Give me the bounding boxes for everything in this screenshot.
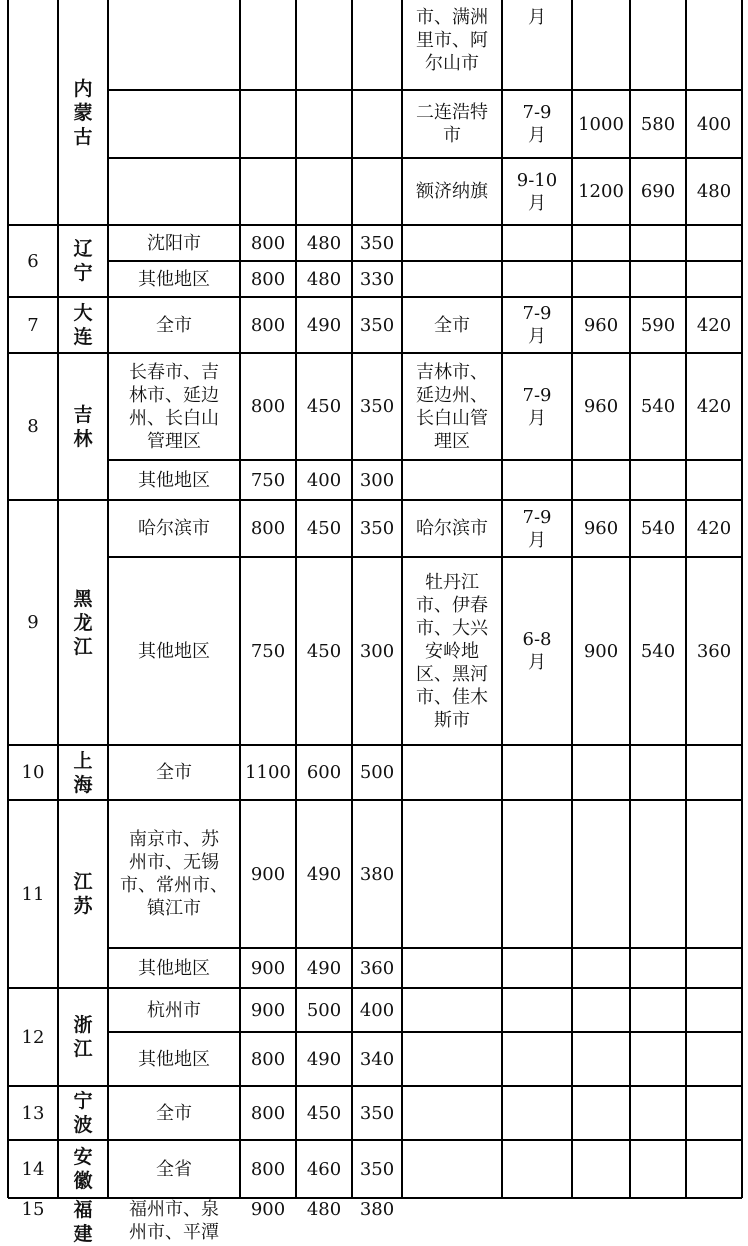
grid-line — [7, 0, 9, 1198]
value-cell: 900 — [250, 863, 286, 885]
grid-line — [741, 0, 743, 1198]
area-cell: 其他地区 — [138, 1048, 210, 1070]
grid-line — [629, 0, 630, 1198]
peak-area-cell — [402, 1086, 502, 1140]
grid-line — [8, 1139, 742, 1141]
peak-period-cell: 7-9 月 — [522, 102, 552, 146]
area-cell: 全市 — [156, 762, 192, 783]
grid-line — [108, 947, 742, 948]
value-cell: 360 — [359, 957, 395, 979]
peak-value-cell: 420 — [696, 396, 732, 417]
value-cell: 750 — [250, 469, 286, 491]
grid-line — [107, 0, 108, 1198]
peak-value-cell — [630, 225, 686, 261]
grid-line — [8, 296, 742, 298]
peak-value-cell — [686, 800, 742, 948]
peak-period-cell: 7-9 月 — [522, 506, 552, 551]
peak-value-cell — [572, 800, 630, 948]
value-cell: 350 — [359, 1158, 395, 1180]
value-cell: 460 — [306, 1158, 342, 1180]
grid-line — [8, 744, 742, 746]
area-cell: 福州市、泉 州市、平潭 — [129, 1199, 219, 1243]
peak-area-cell: 额济纳旗 — [416, 181, 488, 202]
province-name: 大 连 — [73, 302, 93, 348]
peak-value-cell — [572, 1086, 630, 1140]
value-cell: 450 — [306, 518, 342, 539]
grid-line — [571, 0, 572, 1198]
peak-period-cell: 9-10 月 — [516, 169, 558, 214]
province-name: 上 海 — [73, 749, 93, 796]
peak-value-cell: 360 — [696, 640, 732, 662]
row-number: 8 — [27, 416, 39, 437]
grid-line — [108, 157, 742, 158]
value-cell — [296, 0, 352, 225]
peak-value-cell: 590 — [640, 314, 676, 336]
grid-line — [239, 0, 240, 1198]
peak-value-cell — [630, 988, 686, 1032]
peak-area-cell: 全市 — [434, 314, 470, 336]
peak-period-cell: 6-8 月 — [522, 629, 552, 673]
province-name: 黑 龙 江 — [73, 587, 93, 658]
value-cell: 800 — [250, 268, 286, 290]
peak-value-cell: 540 — [640, 396, 676, 417]
peak-value-cell: 420 — [696, 314, 732, 336]
peak-area-cell: 吉林市、 延边州、 长白山管 理区 — [416, 361, 488, 452]
value-cell — [240, 0, 296, 225]
peak-period-cell — [502, 988, 572, 1032]
value-cell: 1100 — [245, 762, 291, 783]
peak-value-cell — [630, 1140, 686, 1198]
peak-area-cell — [402, 948, 502, 988]
peak-value-cell — [572, 745, 630, 800]
grid-line — [8, 987, 742, 989]
peak-value-cell — [686, 460, 742, 500]
area-cell: 其他地区 — [138, 268, 210, 290]
peak-value-cell — [630, 948, 686, 988]
grid-line — [8, 352, 742, 354]
value-cell: 350 — [359, 396, 395, 417]
peak-value-cell — [686, 261, 742, 297]
peak-value-cell — [686, 0, 742, 90]
row-number: 10 — [21, 762, 45, 783]
peak-value-cell: 1000 — [578, 113, 624, 135]
value-cell — [352, 0, 402, 225]
row-number: 14 — [21, 1158, 45, 1180]
value-cell: 800 — [250, 314, 286, 336]
peak-value-cell — [572, 988, 630, 1032]
value-cell: 480 — [306, 268, 342, 290]
area-cell: 沈阳市 — [147, 232, 201, 254]
value-cell: 350 — [359, 1102, 395, 1124]
peak-period-cell — [502, 1086, 572, 1140]
peak-value-cell — [572, 1032, 630, 1086]
peak-period-cell — [502, 460, 572, 500]
value-cell: 400 — [359, 999, 395, 1021]
area-cell: 全省 — [156, 1158, 192, 1180]
peak-area-cell: 哈尔滨市 — [416, 518, 488, 539]
grid-line — [108, 459, 742, 460]
grid-line — [8, 224, 742, 226]
peak-area-cell — [402, 225, 502, 261]
peak-value-cell — [686, 1086, 742, 1140]
area-cell: 哈尔滨市 — [138, 518, 210, 539]
area-cell: 南京市、苏 州市、无锡 市、常州市、 镇江市 — [120, 829, 228, 919]
peak-period-cell — [502, 1032, 572, 1086]
peak-value-cell: 480 — [696, 181, 732, 202]
peak-value-cell — [686, 1140, 742, 1198]
value-cell: 400 — [306, 469, 342, 491]
peak-area-cell — [402, 800, 502, 948]
row-number: 6 — [27, 250, 39, 272]
province-name: 辽 宁 — [73, 238, 93, 284]
province-name: 浙 江 — [73, 1014, 93, 1060]
value-cell: 490 — [306, 314, 342, 336]
peak-value-cell — [630, 460, 686, 500]
peak-area-cell — [402, 1140, 502, 1198]
peak-value-cell: 580 — [640, 113, 676, 135]
peak-value-cell — [630, 1032, 686, 1086]
peak-value-cell — [686, 225, 742, 261]
value-cell: 350 — [359, 314, 395, 336]
peak-value-cell: 1200 — [578, 181, 624, 202]
value-cell: 350 — [359, 232, 395, 254]
grid-line — [108, 89, 742, 90]
peak-value-cell — [630, 800, 686, 948]
peak-value-cell — [572, 0, 630, 90]
value-cell: 480 — [306, 1199, 342, 1220]
grid-line — [57, 0, 59, 1198]
peak-value-cell: 540 — [640, 640, 676, 662]
peak-period-cell — [502, 745, 572, 800]
grid-line — [401, 0, 402, 1198]
row-number: 9 — [27, 612, 39, 633]
grid-line — [8, 1085, 742, 1087]
peak-area-cell — [402, 261, 502, 297]
peak-value-cell: 540 — [640, 518, 676, 539]
province-name: 内 蒙 古 — [73, 77, 93, 148]
peak-value-cell: 690 — [640, 181, 676, 202]
peak-value-cell — [686, 948, 742, 988]
peak-area-cell — [402, 1032, 502, 1086]
peak-period-cell — [502, 1140, 572, 1198]
peak-area-cell — [402, 745, 502, 800]
value-cell: 600 — [306, 762, 342, 783]
peak-value-cell — [572, 225, 630, 261]
area-cell: 全市 — [156, 1102, 192, 1124]
peak-value-cell — [630, 261, 686, 297]
grid-line — [8, 1197, 742, 1199]
peak-value-cell: 960 — [583, 314, 619, 336]
peak-value-cell: 900 — [583, 640, 619, 662]
value-cell: 350 — [359, 518, 395, 539]
value-cell: 800 — [250, 396, 286, 417]
grid-line — [108, 556, 742, 557]
value-cell: 800 — [250, 518, 286, 539]
value-cell: 800 — [250, 232, 286, 254]
peak-value-cell — [630, 1086, 686, 1140]
value-cell: 500 — [359, 762, 395, 783]
peak-area-cell — [402, 988, 502, 1032]
peak-period-cell — [502, 800, 572, 948]
province-name: 福 建 — [73, 1199, 93, 1245]
value-cell: 380 — [359, 863, 395, 885]
peak-area-cell: 市、满洲 里市、阿 尔山市 — [416, 7, 488, 74]
value-cell: 330 — [359, 268, 395, 290]
peak-value-cell: 400 — [696, 113, 732, 135]
peak-period-cell — [502, 948, 572, 988]
value-cell: 450 — [306, 396, 342, 417]
value-cell: 750 — [250, 640, 286, 662]
peak-value-cell — [572, 460, 630, 500]
peak-value-cell: 420 — [696, 518, 732, 539]
row-number: 13 — [21, 1102, 45, 1124]
peak-value-cell — [630, 745, 686, 800]
row-number — [8, 0, 58, 225]
grid-line — [685, 0, 686, 1198]
value-cell: 900 — [250, 1199, 286, 1220]
peak-value-cell — [686, 745, 742, 800]
peak-period-cell — [502, 225, 572, 261]
grid-line — [108, 260, 742, 261]
peak-value-cell: 960 — [583, 396, 619, 417]
value-cell: 900 — [250, 957, 286, 979]
value-cell: 450 — [306, 1102, 342, 1124]
province-name: 吉 林 — [73, 403, 93, 450]
peak-period-cell: 月 — [528, 7, 546, 28]
value-cell: 800 — [250, 1102, 286, 1124]
area-cell: 其他地区 — [138, 957, 210, 979]
peak-value-cell — [572, 948, 630, 988]
grid-line — [8, 499, 742, 501]
area-cell: 全市 — [156, 314, 192, 336]
area-cell: 其他地区 — [138, 469, 210, 491]
peak-period-cell: 7-9 月 — [522, 303, 552, 347]
value-cell: 490 — [306, 957, 342, 979]
grid-line — [8, 799, 742, 801]
value-cell: 800 — [250, 1158, 286, 1180]
peak-area-cell — [402, 460, 502, 500]
grid-line — [108, 1031, 742, 1032]
area-cell — [108, 0, 240, 225]
province-name: 宁 波 — [73, 1090, 93, 1136]
value-cell: 900 — [250, 999, 286, 1021]
area-cell: 杭州市 — [147, 999, 201, 1021]
value-cell: 450 — [306, 640, 342, 662]
peak-value-cell — [572, 1140, 630, 1198]
value-cell: 500 — [306, 999, 342, 1021]
peak-value-cell — [630, 0, 686, 90]
value-cell: 300 — [359, 640, 395, 662]
value-cell: 340 — [359, 1048, 395, 1070]
peak-period-cell: 7-9 月 — [522, 384, 552, 429]
row-number: 12 — [21, 1026, 45, 1048]
value-cell: 300 — [359, 469, 395, 491]
province-name: 江 苏 — [73, 871, 93, 917]
province-name: 安 徽 — [73, 1146, 93, 1192]
peak-value-cell — [686, 988, 742, 1032]
area-cell: 其他地区 — [138, 640, 210, 662]
peak-value-cell — [686, 1032, 742, 1086]
peak-area-cell: 二连浩特 市 — [416, 102, 488, 146]
value-cell: 490 — [306, 1048, 342, 1070]
grid-line — [295, 0, 296, 1198]
value-cell: 380 — [359, 1199, 395, 1220]
grid-line — [351, 0, 352, 1198]
row-number: 15 — [21, 1199, 45, 1220]
value-cell: 490 — [306, 863, 342, 885]
peak-area-cell: 牡丹江 市、伊春 市、大兴 安岭地 区、黑河 市、佳木 斯市 — [416, 571, 488, 731]
value-cell: 800 — [250, 1048, 286, 1070]
peak-period-cell — [502, 261, 572, 297]
grid-line — [501, 0, 502, 1198]
area-cell: 长春市、吉 林市、延边 州、长白山 管理区 — [129, 361, 219, 452]
peak-value-cell — [572, 261, 630, 297]
peak-value-cell: 960 — [583, 518, 619, 539]
row-number: 7 — [27, 314, 39, 336]
row-number: 11 — [21, 883, 45, 905]
value-cell: 480 — [306, 232, 342, 254]
